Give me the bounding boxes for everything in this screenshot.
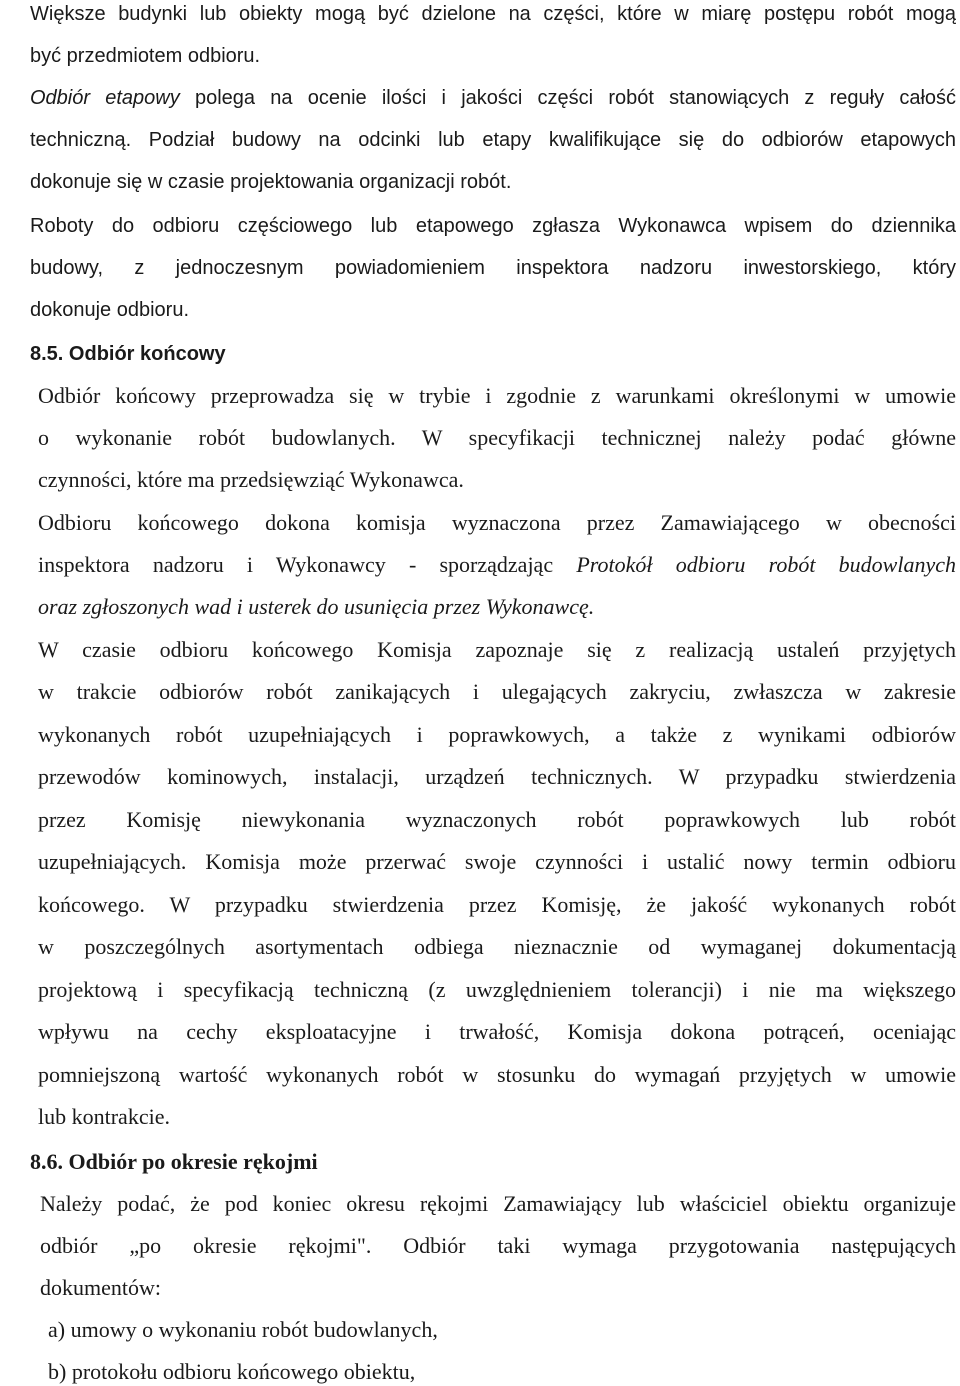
text-line: w poszczególnych asortymentach odbiega nieznacznie od wymaganej dokumentacją <box>38 934 956 959</box>
text-line: uzupełniających. Komisja może przerwać swoje czynności i ustalić nowy termin odbioru <box>38 849 956 874</box>
text-line: Należy podać, że pod koniec okresu rękojmi Zamawiający lub właściciel obiektu organizuje <box>40 1191 956 1216</box>
text-span: polega na ocenie ilości i jakości części robót stanowiących z reguły całość <box>179 87 957 109</box>
text-line: przewodów kominowych, instalacji, urządzeń technicznych. W przypadku stwierdzenia <box>38 764 956 789</box>
text-line: odbiór „po okresie rękojmi". Odbiór taki wymaga przygotowania następujących <box>40 1233 956 1258</box>
section-heading: 8.6. Odbiór po okresie rękojmi <box>30 1149 318 1174</box>
document-title-italic: Protokół odbioru robót budowlanych <box>576 552 956 577</box>
text-line: dokonuje odbioru. <box>30 299 190 321</box>
document-title-italic: oraz zgłoszonych wad i usterek do usunięcia przez Wykonawcę. <box>38 594 595 619</box>
text-line: czynności, które ma przedsięwziąć Wykonawca. <box>38 467 464 492</box>
text-line: budowy, z jednoczesnym powiadomieniem inspektora nadzoru inwestorskiego, który <box>30 257 956 279</box>
text-span: inspektora nadzoru i Wykonawcy - sporządzając <box>38 552 577 577</box>
text-line: dokonuje się w czasie projektowania organizacji robót. <box>30 171 512 193</box>
list-item: b) protokołu odbioru końcowego obiektu, <box>48 1359 416 1384</box>
text-line <box>30 84 956 112</box>
text-line <box>38 593 956 621</box>
text-line: być przedmiotem odbioru. <box>30 45 261 67</box>
text-line: w trakcie odbiorów robót zanikających i ulegających zakryciu, zwłaszcza w zakresie <box>38 679 956 704</box>
text-line: o wykonanie robót budowlanych. W specyfikacji technicznej należy podać główne <box>38 425 956 450</box>
text-line: końcowego. W przypadku stwierdzenia przez Komisję, że jakość wykonanych robót <box>38 892 956 917</box>
text-line: projektową i specyfikacją techniczną (z uwzględnieniem tolerancji) i nie ma większego <box>38 977 956 1002</box>
text-line: Większe budynki lub obiekty mogą być dzielone na części, które w miarę postępu robót mogą <box>30 3 956 25</box>
section-heading: 8.5. Odbiór końcowy <box>30 343 226 365</box>
text-line: wpływu na cechy eksploatacyjne i trwałość, Komisja dokona potrąceń, oceniając <box>38 1019 956 1044</box>
text-line: Odbiór końcowy przeprowadza się w trybie i zgodnie z warunkami określonymi w umowie <box>38 383 956 408</box>
text-line: techniczną. Podział budowy na odcinki lub etapy kwalifikujące się do odbiorów etapowych <box>30 129 956 151</box>
text-line <box>38 551 956 579</box>
text-line: pomniejszoną wartość wykonanych robót w stosunku do wymagań przyjętych w umowie <box>38 1062 956 1087</box>
text-line: dokumentów: <box>40 1275 161 1300</box>
text-line: W czasie odbioru końcowego Komisja zapoznaje się z realizacją ustaleń przyjętych <box>38 637 956 662</box>
list-item: a) umowy o wykonaniu robót budowlanych, <box>48 1317 438 1342</box>
text-line: Odbioru końcowego dokona komisja wyznaczona przez Zamawiającego w obecności <box>38 510 956 535</box>
text-line: wykonanych robót uzupełniających i poprawkowych, a także z wynikami odbiorów <box>38 722 956 747</box>
text-line: Roboty do odbioru częściowego lub etapowego zgłasza Wykonawca wpisem do dziennika <box>30 215 956 237</box>
text-line: lub kontrakcie. <box>38 1104 170 1129</box>
text-line: przez Komisję niewykonania wyznaczonych robót poprawkowych lub robót <box>38 807 956 832</box>
term-odbior-etapowy: Odbiór etapowy <box>30 87 180 109</box>
